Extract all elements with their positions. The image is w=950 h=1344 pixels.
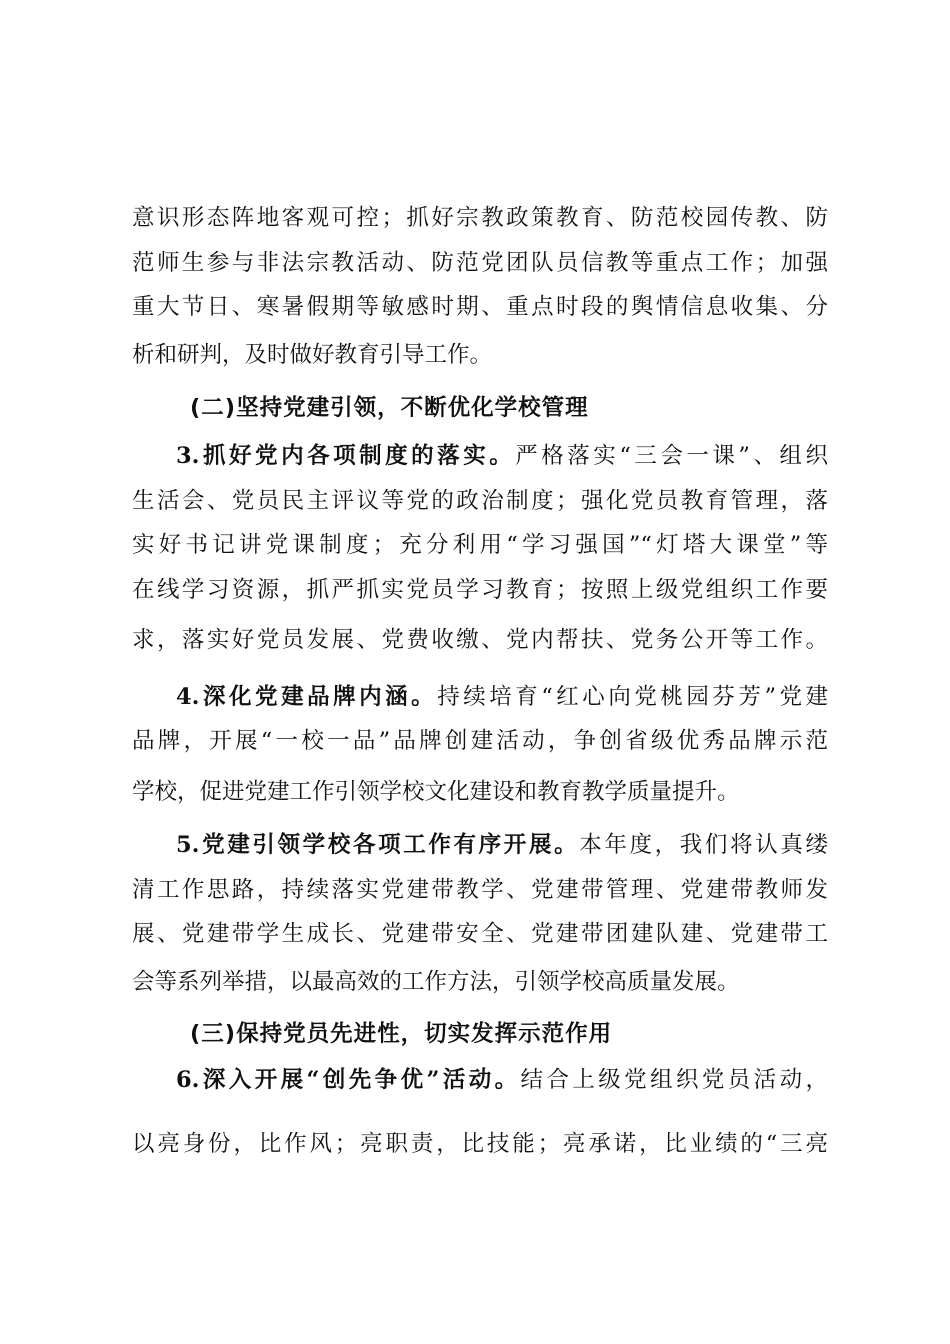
paragraph-line: 以亮身份，比作风；亮职责，比技能；亮承诺，比业绩的“三亮 [132, 1131, 828, 1157]
paragraph-line: 会等系列举措，以最高效的工作方法，引领学校高质量发展。 [132, 969, 740, 995]
item-text: 严格落实“三会一课”、组织 [515, 443, 828, 469]
paragraph-line: 重大节日、寒暑假期等敏感时期、重点时段的舆情信息收集、分 [132, 294, 828, 320]
item-3-first-line [176, 440, 828, 472]
item-title: 3.抓好党内各项制度的落实。 [176, 443, 516, 469]
paragraph-line: 意识形态阵地客观可控；抓好宗教政策教育、防范校园传教、防 [132, 205, 828, 231]
paragraph-line: 展、党建带学生成长、党建带安全、党建带团建队建、党建带工 [132, 921, 828, 947]
paragraph-line: 品牌，开展“一校一品”品牌创建活动，争创省级优秀品牌示范 [132, 728, 828, 754]
item-title: 5.党建引领学校各项工作有序开展。 [176, 832, 580, 858]
paragraph-line: 析和研判，及时做好教育引导工作。 [132, 342, 493, 368]
paragraph-line: 在线学习资源，抓严抓实党员学习教育；按照上级党组织工作要 [132, 577, 828, 603]
item-title: 6.深入开展“创先争优”活动。 [176, 1067, 521, 1093]
item-5-first-line [176, 829, 828, 861]
paragraph-line: 范师生参与非法宗教活动、防范党团队员信教等重点工作；加强 [132, 250, 828, 276]
paragraph-line: 生活会、党员民主评议等党的政治制度；强化党员教育管理，落 [132, 488, 828, 514]
paragraph-line: 实好书记讲党课制度；充分利用“学习强国”“灯塔大课堂”等 [132, 532, 828, 558]
paragraph-line: 清工作思路，持续落实党建带教学、党建带管理、党建带教师发 [132, 877, 828, 903]
paragraph-line: 求，落实好党员发展、党费收缴、党内帮扶、党务公开等工作。 [132, 627, 828, 653]
paragraph-line: 学校，促进党建工作引领学校文化建设和教育教学质量提升。 [132, 779, 740, 805]
item-text: 结合上级党组织党员活动， [520, 1067, 828, 1093]
item-title: 4.深化党建品牌内涵。 [176, 684, 438, 710]
item-text: 本年度，我们将认真缕 [579, 832, 828, 858]
item-text: 持续培育“红心向党桃园芬芳”党建 [437, 684, 828, 710]
item-4-first-line [176, 681, 828, 713]
section-heading: (二)坚持党建引领，不断优化学校管理 [190, 395, 589, 421]
section-heading: (三)保持党员先进性，切实发挥示范作用 [190, 1021, 613, 1047]
item-6-first-line [176, 1064, 828, 1096]
